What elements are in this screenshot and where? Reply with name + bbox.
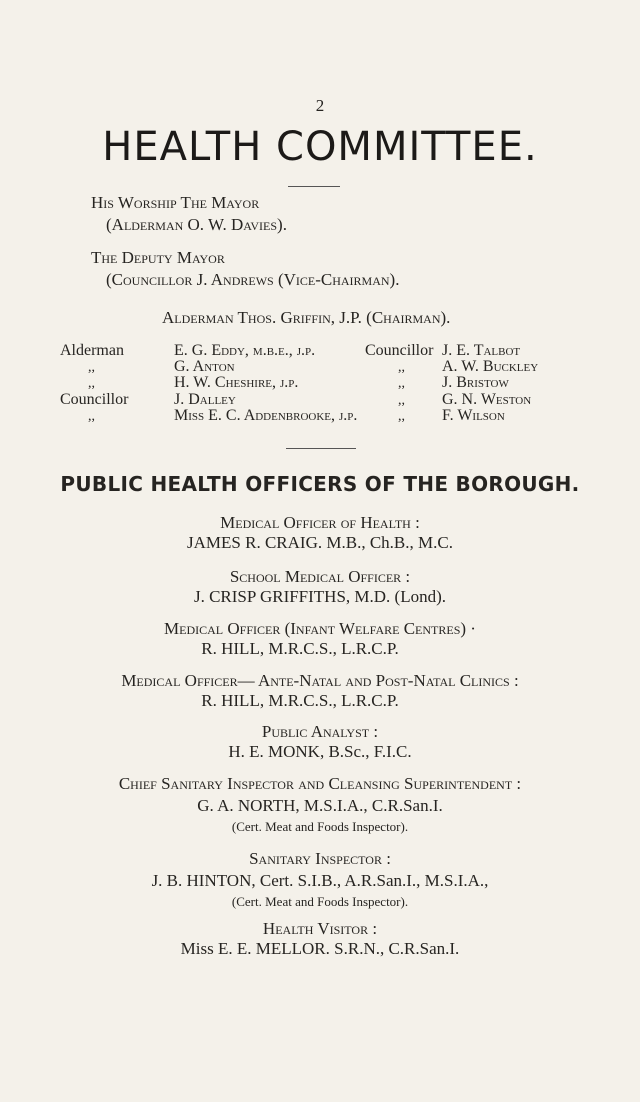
officer-name: H. E. MONK, B.Sc., F.I.C. bbox=[228, 742, 412, 761]
officer-name: J. CRISP GRIFFITHS, M.D. (Lond). bbox=[193, 587, 447, 606]
section-title: PUBLIC HEALTH OFFICERS OF THE BOROUGH. bbox=[60, 472, 580, 496]
roster-right-role: Councillor bbox=[365, 342, 434, 359]
roster-left-role: ,, bbox=[88, 409, 95, 424]
officer-name: R. HILL, M.R.C.S., L.R.C.P. bbox=[201, 639, 399, 658]
roster-left-role: Councillor bbox=[60, 391, 129, 408]
page-number: 2 bbox=[315, 96, 325, 115]
roster-left-name: J. Dalley bbox=[174, 391, 236, 408]
mayor-name-line: (Alderman O. W. Davies). bbox=[106, 215, 287, 234]
mayor-line: His Worship The Mayor bbox=[91, 193, 260, 212]
officer-title: Health Visitor : bbox=[262, 919, 378, 938]
roster-left-name: Miss E. C. Addenbrooke, j.p. bbox=[174, 407, 358, 424]
officer-title: Sanitary Inspector : bbox=[249, 849, 391, 868]
roster-right-name: F. Wilson bbox=[442, 407, 505, 424]
divider bbox=[286, 448, 356, 449]
deputy-mayor-name-line: (Councillor J. Andrews (Vice-Chairman). bbox=[106, 270, 400, 289]
roster-left-role: ,, bbox=[88, 376, 95, 391]
roster-right-role: ,, bbox=[398, 409, 405, 424]
officer-name: JAMES R. CRAIG. M.B., Ch.B., M.C. bbox=[187, 533, 453, 552]
officer-title: Chief Sanitary Inspector and Cleansing Superintendent : bbox=[118, 774, 522, 793]
roster-right-role: ,, bbox=[398, 360, 405, 375]
roster-right-role: ,, bbox=[398, 393, 405, 408]
divider bbox=[288, 186, 340, 187]
officer-note: (Cert. Meat and Foods Inspector). bbox=[231, 894, 409, 909]
officer-title: Medical Officer— Ante-Natal and Post-Natal Clinics : bbox=[121, 671, 519, 690]
roster-left-role: Alderman bbox=[60, 342, 124, 359]
page-title: HEALTH COMMITTEE. bbox=[102, 124, 538, 170]
officer-note: (Cert. Meat and Foods Inspector). bbox=[231, 819, 409, 834]
roster-left-role: ,, bbox=[88, 360, 95, 375]
roster-right-name: G. N. Weston bbox=[442, 391, 532, 408]
roster-left-name: E. G. Eddy, m.b.e., j.p. bbox=[174, 342, 316, 359]
roster-right-name: J. E. Talbot bbox=[442, 342, 521, 359]
deputy-mayor-line: The Deputy Mayor bbox=[91, 248, 225, 267]
roster-right-name: A. W. Buckley bbox=[442, 358, 539, 375]
roster-right-name: J. Bristow bbox=[442, 374, 509, 391]
roster-left-name: G. Anton bbox=[174, 358, 235, 375]
officer-title: School Medical Officer : bbox=[229, 567, 411, 586]
roster-right-role: ,, bbox=[398, 376, 405, 391]
officer-name: J. B. HINTON, Cert. S.I.B., A.R.San.I., M.S.I.A., bbox=[151, 871, 489, 890]
officer-title: Medical Officer of Health : bbox=[220, 513, 420, 532]
officer-name: R. HILL, M.R.C.S., L.R.C.P. bbox=[201, 691, 399, 710]
roster-left-name: H. W. Cheshire, j.p. bbox=[174, 374, 299, 391]
chairman-line: Alderman Thos. Griffin, J.P. (Chairman). bbox=[162, 308, 451, 327]
officer-name: Miss E. E. MELLOR. S.R.N., C.R.San.I. bbox=[180, 939, 460, 958]
officer-title: Public Analyst : bbox=[261, 722, 379, 741]
officer-title: Medical Officer (Infant Welfare Centres) · bbox=[164, 619, 476, 638]
officer-name: G. A. NORTH, M.S.I.A., C.R.San.I. bbox=[197, 796, 443, 815]
